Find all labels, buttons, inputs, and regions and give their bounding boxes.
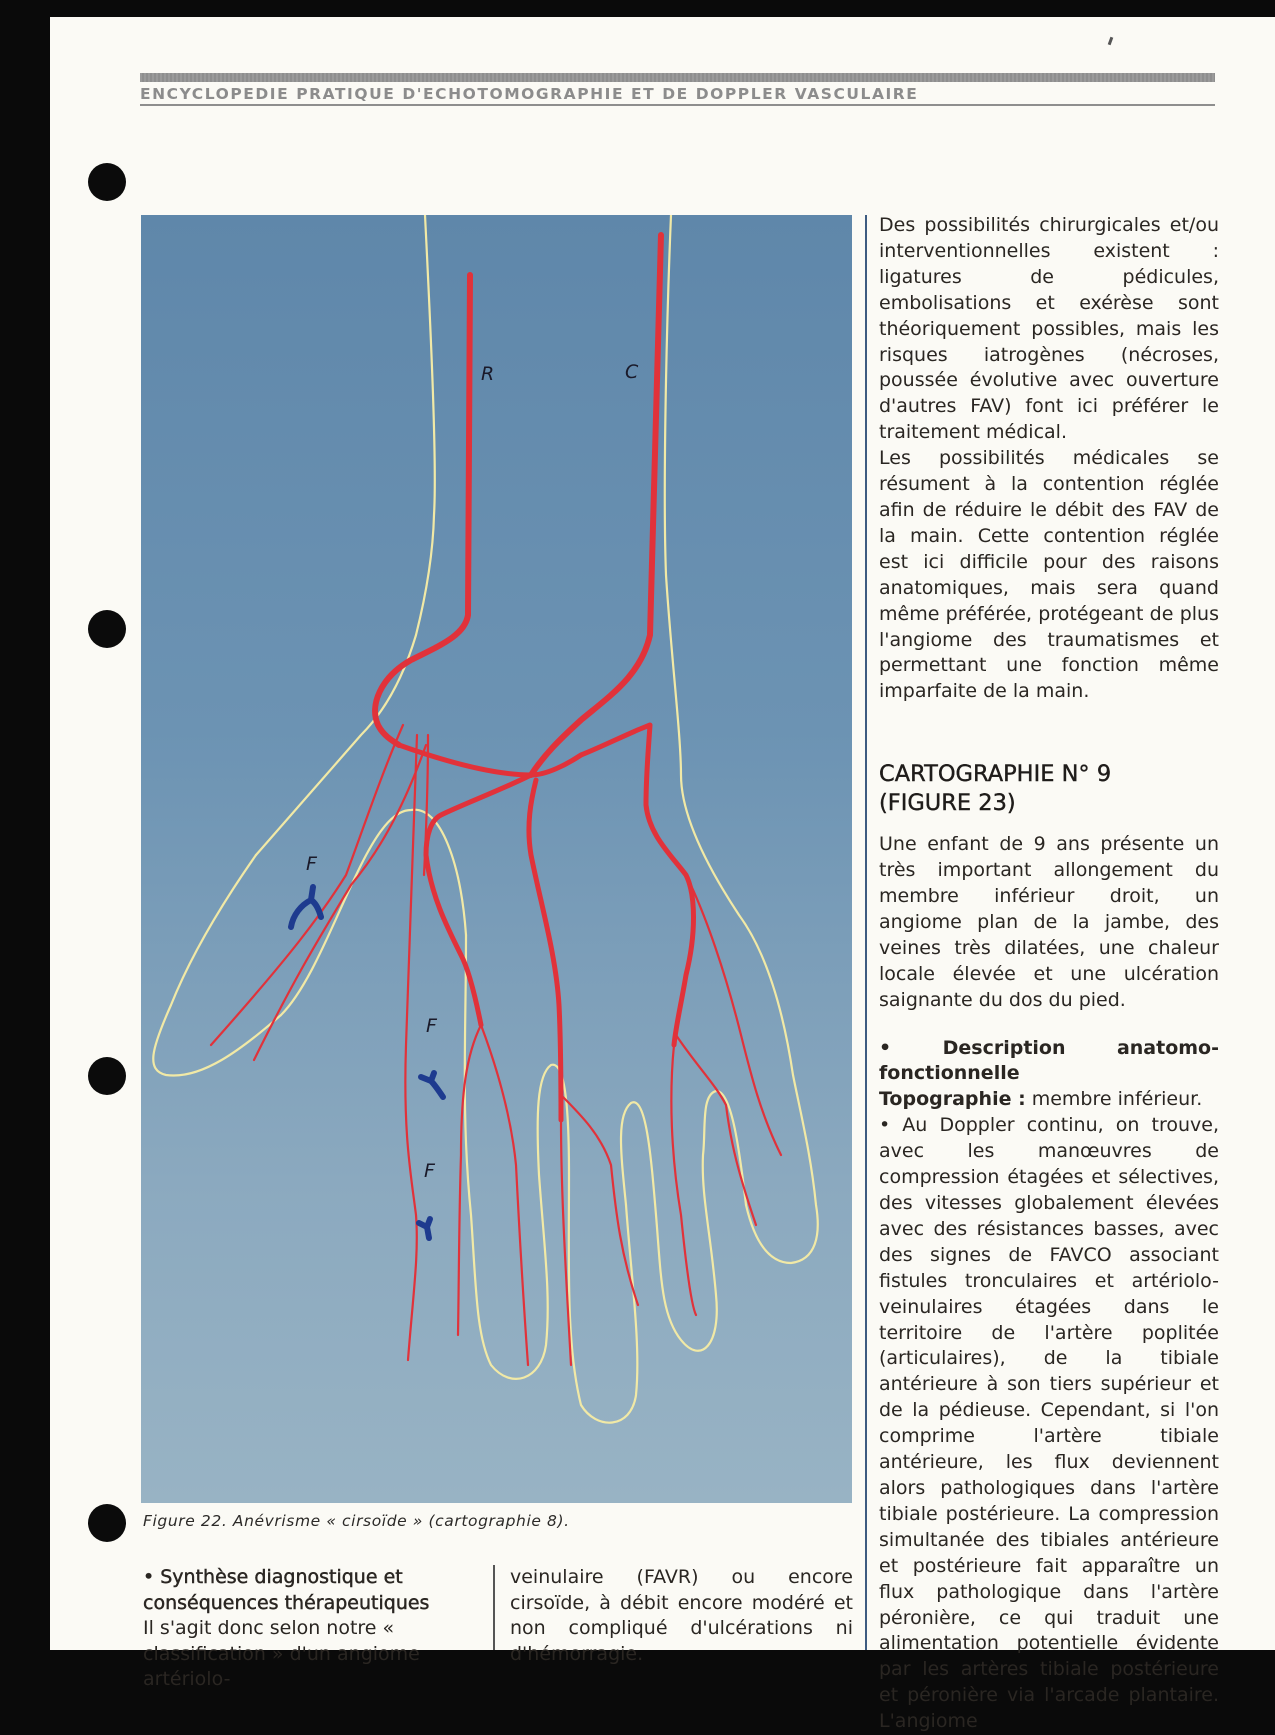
running-header: ENCYCLOPEDIE PRATIQUE D'ECHOTOMOGRAPHIE ET DE DOPPLER VASCULAIRE [140,85,919,103]
topography-value: membre inférieur. [1025,1088,1203,1111]
fistula-icon-index-1 [421,1073,443,1097]
digital-index-2 [458,1025,481,1335]
subheading: • Description anatomo-fonctionnelle [879,1036,1219,1085]
binder-hole [88,1504,126,1542]
digital-ring-2 [671,1045,696,1315]
bottom-left-column [143,1565,478,1693]
outline-little [665,215,818,1263]
figure-labels [306,361,639,1182]
label-fistula: F [424,1160,435,1182]
paragraph: Il s'agit donc selon notre « classification » d'un angiome artériolo- [143,1617,420,1690]
paragraph: veinulaire (FAVR) ou encore cirsoïde, à débit encore modéré et non compliqué d'ulcérations ni d'hémorragie. [510,1566,853,1665]
artery-common-digital-1 [426,775,531,1025]
section-heading: (FIGURE 23) [879,789,1016,816]
right-column [879,213,1219,1735]
fistula-icon-index-2 [419,1219,430,1238]
arteries [211,235,781,1365]
artery-ulnar [531,235,661,775]
artery-common-digital-2 [529,780,561,1120]
column-rule [493,1565,495,1650]
artery-radial [375,275,470,745]
paragraph: Des possibilités chirurgicales et/ou interventionnelles existent : ligatures de pédicules, embolisations et exérèse sont théoriquement possibles, mais les risques iatrogènes (nécroses, poussée évolutive avec ouverture d'autres FAV) font ici préférer le traitement médical. [879,214,1219,444]
paragraph: • Au Doppler continu, on trouve, avec les manœuvres de compression étagées et sélectives, des vitesses globalement élevées avec des résistances basses, avec des signes de FAVCO associant fistules tronculaires et artériolo-veinulaires étagées dans le territoire de l'artère poplitée (articulaires), de la tibiale antérieure à son tiers supérieur et de la pédieuse. Cependant, si l'on comprime l'artère tibiale antérieure, les flux deviennent alors pathologiques dans l'artère tibiale postérieure. La compression simultanée des tibiales antérieure et postérieure fait apparaître un flux pathologique dans l'artère péronière, ce qui traduit une alimentation potentielle évidente par les artères tibiale postérieure et péronière via l'arcade plantaire. L'angiome [879,1114,1219,1733]
bottom-middle-column [510,1565,853,1667]
hand-diagram-svg [141,215,852,1503]
hand-outline [153,215,817,1423]
synthesis-heading: • Synthèse diagnostique et conséquences thérapeutiques [143,1566,430,1614]
binder-hole [88,610,126,648]
binder-hole [88,163,126,201]
header-bar [140,73,1215,82]
paragraph: Les possibilités médicales se résument à la contention réglée afin de réduire le débit des FAV de la main. Cette contention réglée est ici difficile pour des raisons anatomiques, mais sera quand même préférée, protégeant de plus l'angiome des traumatismes et permettant une fonction même imparfaite de la main. [879,447,1219,703]
digital-middle-1 [481,1025,528,1365]
fistula-symbols [291,887,443,1238]
column-rule [865,215,867,1650]
digital-thumb-1 [211,725,403,1045]
topography-label: Topographie : [879,1088,1026,1111]
outline-thumb [153,810,466,1076]
label-ulnar-artery: C [625,361,639,383]
fistula-icon-thumb [291,887,321,927]
label-fistula: F [306,853,317,875]
paragraph: Une enfant de 9 ans présente un très important allongement du membre inférieur droit, un angiome plan de la jambe, des veines très dilatées, une chaleur locale élevée et une ulcération saignante du dos du pied. [879,833,1219,1011]
binder-hole [88,1057,126,1095]
label-fistula: F [426,1015,437,1037]
topography-line [879,1087,1219,1113]
digital-little-2 [686,875,781,1155]
outline-middle-ring [621,1091,746,1351]
label-radial-artery: R [481,363,495,385]
outline-forearm-left [256,215,435,855]
figure-hand-diagram [141,215,852,1503]
digital-thumb-2 [254,745,426,1060]
header-rule [140,104,1215,106]
figure-caption: Figure 22. Anévrisme « cirsoïde » (cartographie 8). [143,1512,570,1530]
section-heading: CARTOGRAPHIE N° 9 [879,761,1112,788]
digital-arteries [211,725,781,1365]
artery-palmar-arch [399,725,694,1045]
digital-index-radial [405,735,417,1360]
